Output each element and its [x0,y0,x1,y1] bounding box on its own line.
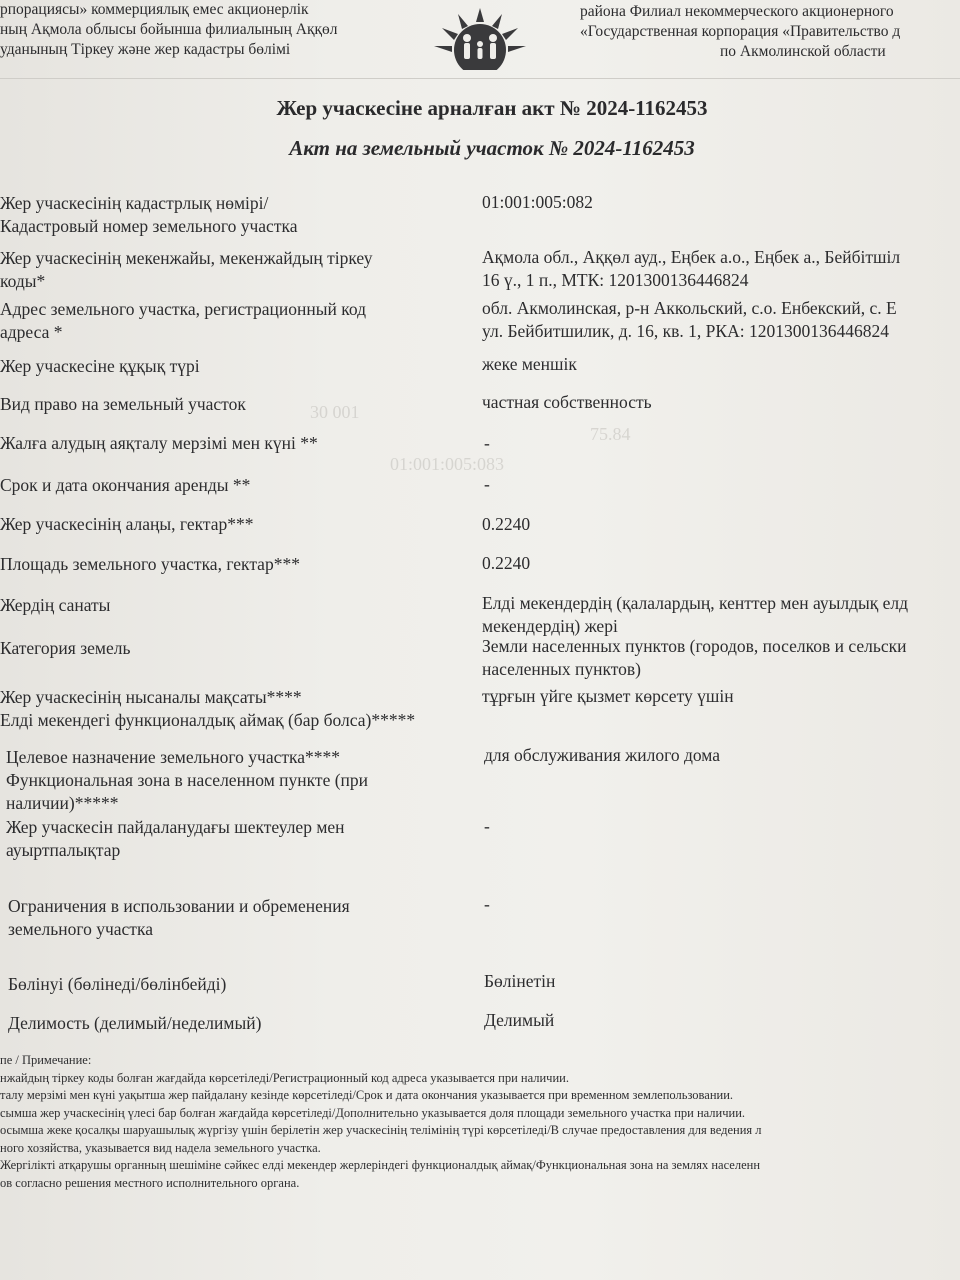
field-label-lease-end-kz: Жалға алудың аяқталу мерзімі мен күні ** [0,433,318,453]
field-value-area-ru: 0.2240 [482,553,531,573]
field-label-land-category-kz: Жердің санаты [0,595,111,615]
field-value-lease-end-ru: - [484,474,490,494]
field-label-divisibility-ru: Делимость (делимый/неделимый) [8,1013,262,1033]
field-label-address-kz: Жер учаскесінің мекенжайы, мекенжайдың тіркеу коды* [0,248,373,291]
field-value-purpose-kz: тұрғын үйге қызмет көрсету үшін [482,686,734,706]
header-right-line: по Акмолинской области [720,43,886,60]
header-left-line: рпорациясы» коммерциялық емес акционерлік [0,1,309,18]
footnote-line: талу мерзімі мен күні уақытша жер пайдалану кезінде көрсетіледі/Срок и дата окончания указывается при временном землепользовании. [0,1088,734,1102]
field-value-divisibility-ru: Делимый [484,1010,555,1030]
field-value-right-type-kz: жеке меншік [482,354,577,374]
act-title-kz: Жер учаскесіне арналған акт № 2024-1162453 [276,96,708,120]
header-left-org [0,0,338,60]
show-through-text: 01:001:005:083 [390,454,505,474]
header-right-line: «Государственная корпорация «Правительство д [580,23,901,40]
family-sun-emblem-icon [420,0,540,70]
header-right-org [580,2,900,62]
field-label-purpose-kz: Жер учаскесінің нысаналы мақсаты**** Елді мекендегі функционалдық аймақ (бар болса)***** [0,687,416,730]
field-label-cadastral-number: Жер учаскесінің кадастрлық нөмірі/ Кадастровый номер земельного участка [0,193,298,236]
field-label-purpose-ru: Целевое назначение земельного участка**** Функциональная зона в населенном пункте (при наличии)***** [6,747,369,813]
field-value-address-ru: обл. Акмолинская, р-н Аккольский, с.о. Енбекский, с. Е ул. Бейбитшилик, д. 16, кв. 1, РКА: 1201300136446824 [482,298,897,341]
footnote-line: Жергілікті атқарушы органның шешіміне сәйкес елді мекендер жерлеріндегі функционалдық аймақ/Функциональная зона на землях населенн [0,1158,761,1172]
act-title-ru: Акт на земельный участок № 2024-1162453 [289,136,695,160]
field-label-lease-end-ru: Срок и дата окончания аренды ** [0,475,251,495]
field-label-divisibility-kz: Бөлінуі (бөлінеді/бөлінбейді) [8,974,227,994]
field-value-restrictions-ru: - [484,894,490,914]
field-label-land-category-ru: Категория земель [0,638,131,658]
field-value-divisibility-kz: Бөлінетін [484,971,556,991]
field-value-lease-end-kz: - [484,433,490,453]
header-left-line: уданының Тіркеу және жер кадастры бөлімі [0,41,291,58]
field-value-land-category-ru: Земли населенных пунктов (городов, поселков и сельски населенных пунктов) [482,636,907,679]
footnote-line: ного хозяйства, указывается вид надела земельного участка. [0,1140,321,1155]
field-label-right-type-kz: Жер учаскесіне құқық түрі [0,356,200,376]
field-value-address-kz: Ақмола обл., Аққөл ауд., Еңбек а.о., Еңбек а., Бейбітшіл 16 ү., 1 п., МТК: 1201300136446824 [482,247,901,290]
field-label-area-ru: Площадь земельного участка, гектар*** [0,554,300,574]
field-value-cadastral-number: 01:001:005:082 [482,192,593,212]
footnote-line: ов согласно решения местного исполнительного органа. [0,1175,300,1190]
field-label-address-ru: Адрес земельного участка, регистрационный код адреса * [0,299,367,342]
footnote-line: сымша жер учаскесінің үлесі бар болған жағдайда көрсетіледі/Дополнительно указывается доля площади земельного участка при наличии. [0,1105,746,1120]
footnote-line: нжайдың тіркеу коды болған жағдайда көрсетіледі/Регистрационный код адреса указывается при наличии. [0,1070,569,1085]
field-value-right-type-ru: частная собственность [482,392,652,412]
field-value-land-category-kz: Елді мекендердің (қалалардың, кенттер мен ауылдық елд мекендердің) жері [482,593,909,636]
footnote-line: осымша жеке қосалқы шаруашылық жүргізу үшін берілетін жер учаскесінің телімінің түрі көрсетіледі/В случае предоставления для ведения л [0,1123,762,1137]
show-through-text: 30 001 [310,402,360,422]
footnote-heading: пе / Примечание: [0,1053,92,1067]
field-value-purpose-ru: для обслуживания жилого дома [484,745,720,765]
header-left-line: ның Ақмола облысы бойынша филиалының Аққөл [0,21,338,38]
field-label-restrictions-kz: Жер учаскесін пайдаланудағы шектеулер мен ауыртпалықтар [6,817,345,860]
footnotes [0,1052,762,1192]
header-right-line: района Филиал некоммерческого акционерного [580,3,894,20]
field-value-restrictions-kz: - [484,816,490,836]
field-label-area-kz: Жер учаскесінің алаңы, гектар*** [0,514,254,534]
header-divider [0,78,960,79]
field-label-right-type-ru: Вид право на земельный участок [0,394,246,414]
field-label-restrictions-ru: Ограничения в использовании и обременения земельного участка [8,896,350,939]
show-through-text: 75.84 [590,424,631,444]
field-value-area-kz: 0.2240 [482,514,531,534]
